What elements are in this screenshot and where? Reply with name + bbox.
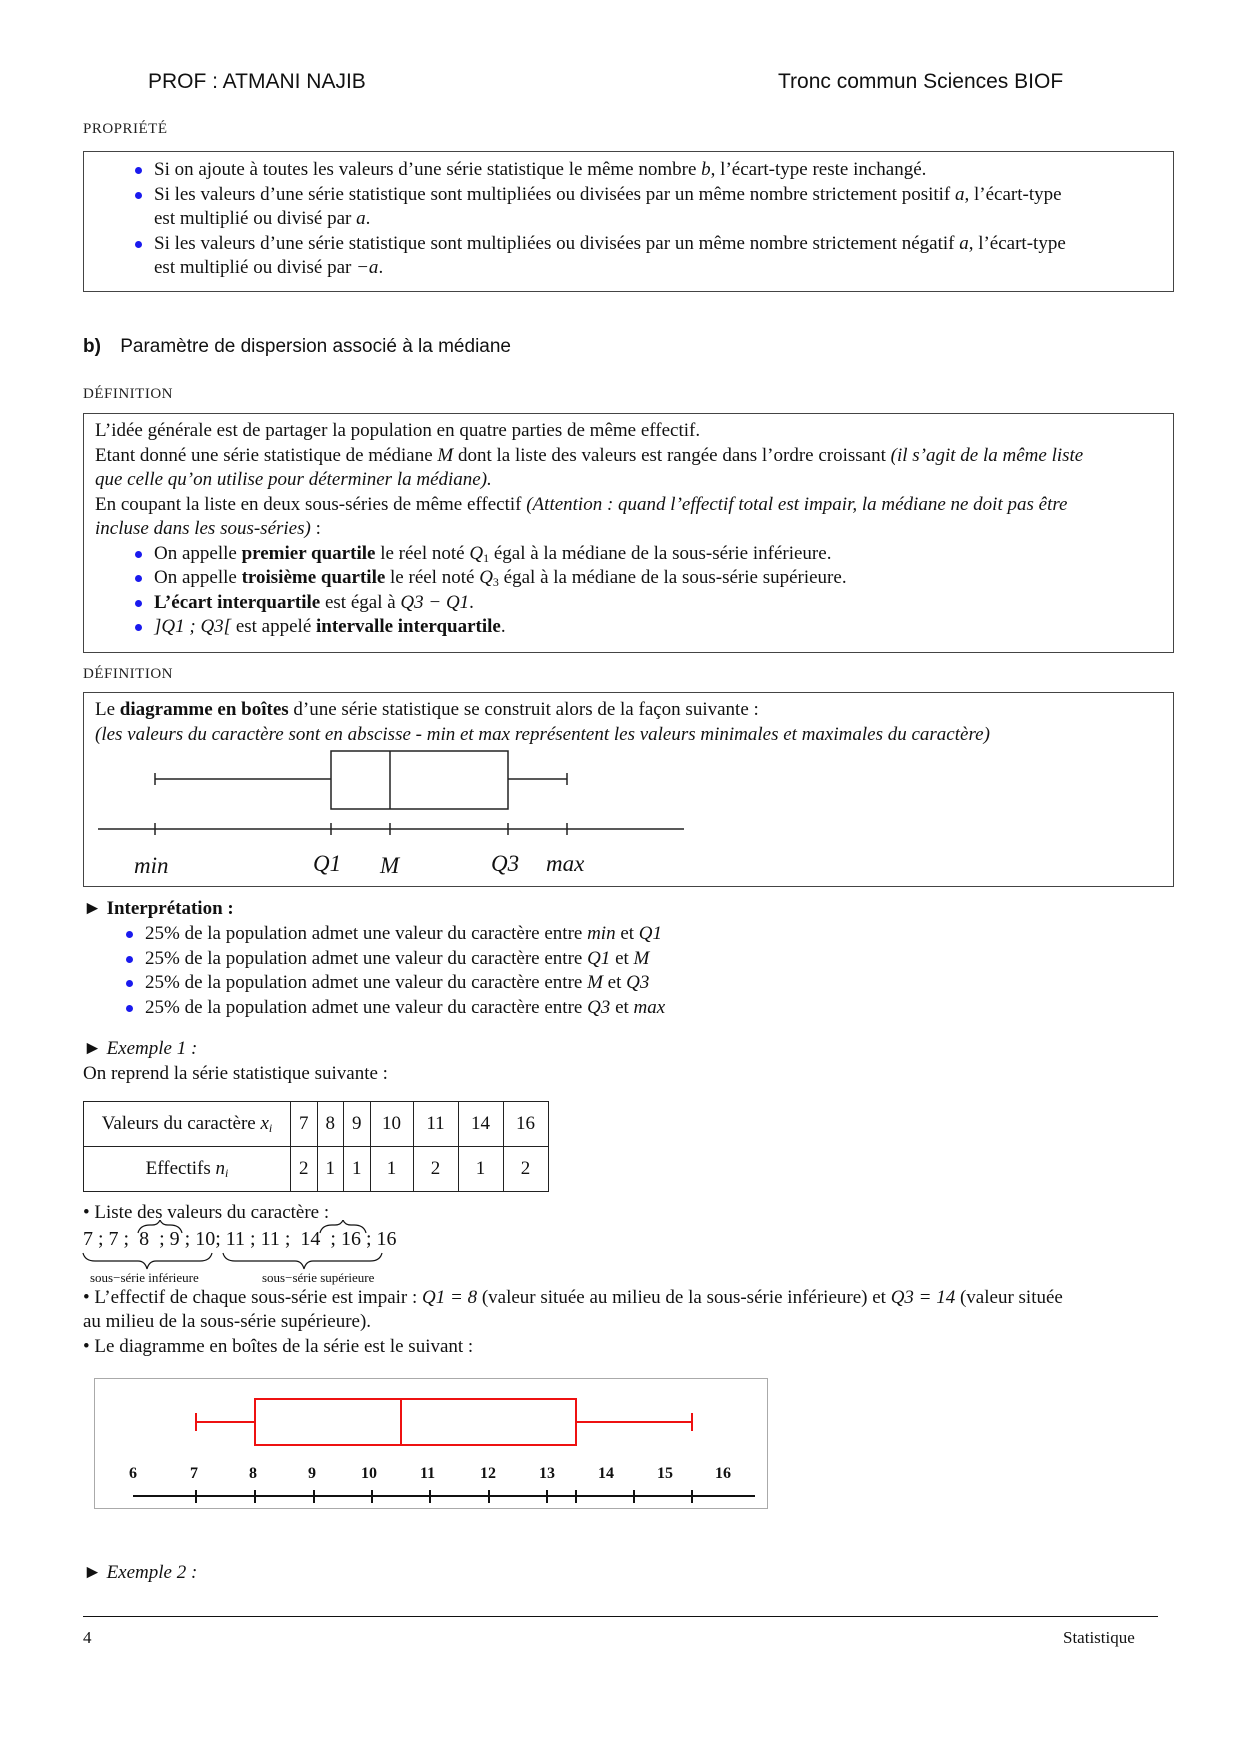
interpretation-item: 25% de la population admet une valeur du caractère entre Q3 et max [124,996,665,1021]
table-header-cell: Valeurs du caractère $x_i$ [84,1102,291,1147]
quartile-item: ]Q1 ; Q3[ est appelé intervalle interquartile. [133,615,1165,640]
table-cell: 11 [413,1102,458,1147]
page-number: 4 [83,1628,92,1647]
diagramme-intro: • Le diagramme en boîtes de la série est le suivant : [83,1336,474,1357]
axis-tick-labels: 6 7 8 9 10 11 12 13 14 15 16 [129,1465,731,1482]
axis-label-max: max [546,851,585,876]
propriete-item: Si les valeurs d’une série statistique sont multipliées ou divisées par un même nombre strictement positif a, l’écart-type est multiplié ou divisé par a. [133,183,1066,232]
exemple1-intro: On reprend la série statistique suivante : [83,1063,388,1084]
brace-annotations [80,1220,420,1270]
table-cell: 2 [503,1147,548,1192]
generic-boxplot-diagram [84,743,784,883]
definition-paragraph: Etant donné une série statistique de médiane M dont la liste des valeurs est rangée dans l’ordre croissant (il s’agit de la même liste [95,444,1084,466]
axis-label-median: M [380,853,400,878]
table-cell: 2 [413,1147,458,1192]
table-cell: 16 [503,1102,548,1147]
axis-label-q3: Q3 [491,851,520,876]
lower-subseries-label: sous−série inférieure [90,1270,199,1285]
interpretation-item: 25% de la population admet une valeur du caractère entre Q1 et M [124,947,665,972]
quartile-item: L’écart interquartile est égal à Q3 − Q1. [133,591,1165,616]
definition-paragraph: que celle qu’on utilise pour déterminer la médiane). [95,469,492,490]
section-marker: b) [83,336,101,357]
table-row [84,1147,549,1192]
propriete-label: PROPRIÉTÉ [83,121,168,137]
boxplot-shape [196,1399,692,1445]
interpretation-item: 25% de la population admet une valeur du caractère entre M et Q3 [124,971,665,996]
table-header-cell: Effectifs $n_i$ [84,1147,291,1192]
effectif-explanation: • L’effectif de chaque sous-série est impair : Q1 = 8 (valeur située au milieu de la sous-série inférieure) et Q3 = 14 (valeur située [83,1287,1063,1308]
exemple2-heading: ► Exemple 2 : [83,1562,198,1583]
header-course: Tronc commun Sciences BIOF [778,70,1064,93]
definition-quartiles-box [83,413,1174,653]
definition-paragraph: incluse dans les sous-séries) : [95,518,321,539]
table-cell: 1 [458,1147,503,1192]
exemple1-heading: ► Exemple 1 : [83,1038,198,1059]
interpretation-list [124,922,665,1020]
quartile-item: On appelle troisième quartile le réel noté $Q_3$ égal à la médiane de la sous-série supérieure. [133,566,1165,591]
boxplot-svg [95,1379,769,1510]
liste-heading: • Liste des valeurs du caractère : [83,1202,330,1223]
propriete-box [83,151,1174,292]
table-cell: 8 [317,1102,344,1147]
definition-paragraph: (les valeurs du caractère sont en abscisse - min et max représentent les valeurs minimales et maximales du caractère) [95,723,990,745]
table-cell: 10 [370,1102,413,1147]
table-cell: 1 [370,1147,413,1192]
quartile-list [133,542,1165,640]
section-heading [83,336,511,358]
triangle-right-icon: ► [83,1562,102,1583]
definition-label: DÉFINITION [83,386,173,402]
quartile-item: On appelle premier quartile le réel noté $Q_1$ égal à la médiane de la sous-série inférieure. [133,542,1165,567]
definition-boxplot-box [83,692,1174,887]
header-author: PROF : ATMANI NAJIB [148,70,366,93]
definition-paragraph: Le diagramme en boîtes d’une série statistique se construit alors de la façon suivante : [95,699,759,720]
table-cell: 2 [291,1147,318,1192]
liste-values: 7 ; 7 ; 8 ; 9 ; 10; 11 ; 11 ; 14 ; 16 ; 16 [83,1228,397,1250]
axis-label-q1: Q1 [313,851,342,876]
table-cell: 14 [458,1102,503,1147]
table-cell: 9 [344,1102,371,1147]
propriete-item: Si on ajoute à toutes les valeurs d’une série statistique le même nombre b, l’écart-type reste inchangé. [133,158,1066,183]
axis-label-min: min [134,853,169,878]
footer-divider [83,1616,1158,1617]
section-title: Paramètre de dispersion associé à la médiane [120,336,511,357]
definition-paragraph: En coupant la liste en deux sous-séries de même effectif (Attention : quand l’effectif total est impair, la médiane ne doit pas être [95,493,1068,515]
interpretation-heading: ► Interprétation : [83,898,234,919]
example-boxplot-chart [94,1378,768,1509]
frequency-table [83,1101,549,1192]
triangle-right-icon: ► [83,898,102,919]
table-cell: 1 [344,1147,371,1192]
upper-subseries-label: sous−série supérieure [262,1270,375,1285]
propriete-list [133,158,1066,281]
propriete-item: Si les valeurs d’une série statistique sont multipliées ou divisées par un même nombre strictement négatif a, l’écart-type est multiplié ou divisé par −a. [133,232,1066,281]
definition-label: DÉFINITION [83,666,173,682]
table-cell: 7 [291,1102,318,1147]
interpretation-item: 25% de la population admet une valeur du caractère entre min et Q1 [124,922,665,947]
triangle-right-icon: ► [83,1038,102,1059]
table-cell: 1 [317,1147,344,1192]
table-row [84,1102,549,1147]
effectif-explanation-cont: au milieu de la sous-série supérieure). [83,1311,372,1332]
footer-subject: Statistique [1063,1628,1135,1647]
definition-paragraph: L’idée générale est de partager la population en quatre parties de même effectif. [95,420,701,441]
